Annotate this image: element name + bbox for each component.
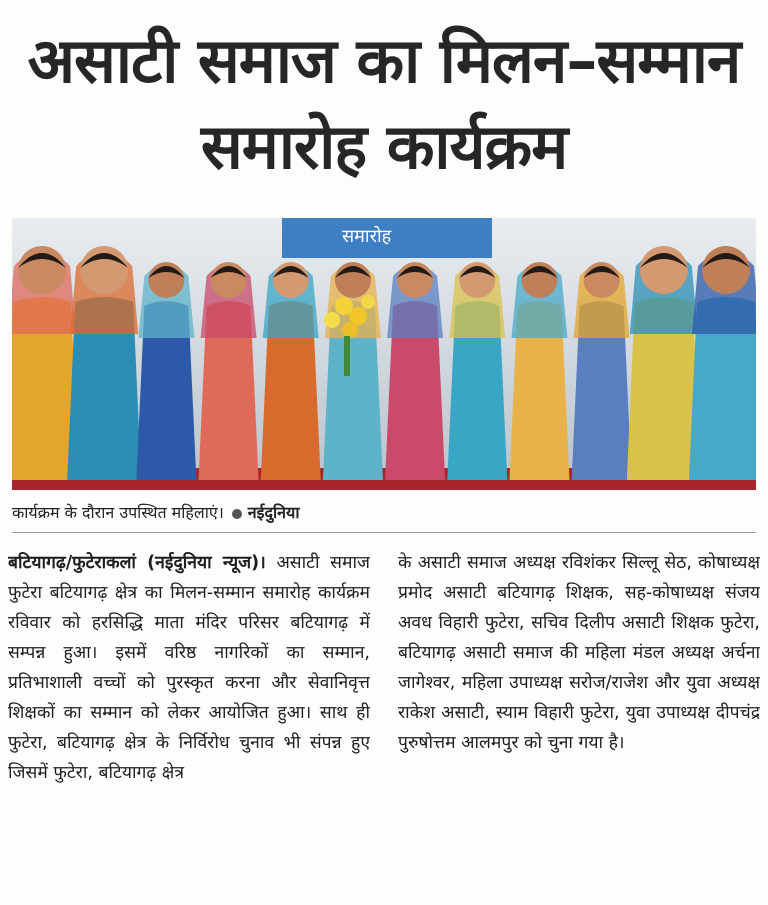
photo-credit: नईदुनिया — [247, 503, 300, 522]
banner-text: समारोह — [342, 226, 392, 247]
article-column-left — [8, 548, 370, 898]
article-column-right — [398, 548, 760, 898]
dateline: बटियागढ़/फुटेराकलां (नईदुनिया न्यूज)। — [8, 553, 266, 573]
group-photo-illustration — [12, 218, 756, 490]
photo-caption — [12, 498, 756, 528]
headline: असाटी समाज का मिलन–सम्मान समारोह कार्यक्रम — [27, 24, 741, 183]
article-paragraph-left — [8, 548, 370, 788]
right-body-text: के असाटी समाज अध्यक्ष रविशंकर सिल्लू सेठ, कोषाध्यक्ष प्रमोद असाटी बटियागढ़ शिक्षक, सह-कोषाध्यक्ष संजय अवध विहारी फुटेरा, सचिव दिलीप असाटी शिक्षक फुटेरा, बटियागढ़ असाटी समाज की महिला मंडल अध्यक्ष अर्चना जागेश्वर, महिला उपाध्यक्ष सरोज/राजेश और युवा अध्यक्ष राकेश असाटी, स्याम विहारी फुटेरा, युवा उपाध्यक्ष दीपचंद्र पुरुषोत्तम आलमपुर को चुना गया है। — [398, 553, 760, 753]
caption-text: कार्यक्रम के दौरान उपस्थित महिलाएं। — [12, 503, 224, 522]
caption-divider — [12, 532, 756, 533]
news-photo — [12, 218, 756, 490]
left-body-text: असाटी समाज फुटेरा बटियागढ़ क्षेत्र का मिलन-सम्मान समारोह कार्यक्रम रविवार को हरसिद्धि माता मंदिर परिसर बटियागढ़ में सम्पन्न हुआ। इसमें वरिष्ठ नागरिकों का सम्मान, प्रतिभाशाली वच्चों को पुरस्कृत करना और सेवानिवृत्त शिक्षकों का सम्मान को लेकर आयोजित हुआ। साथ ही फुटेरा, बटियागढ़ क्षेत्र के निर्विरोध चुनाव भी संपन्न हुए जिसमें फुटेरा, बटियागढ़ क्षेत्र — [8, 553, 370, 783]
bullet-dot-icon — [232, 509, 242, 519]
